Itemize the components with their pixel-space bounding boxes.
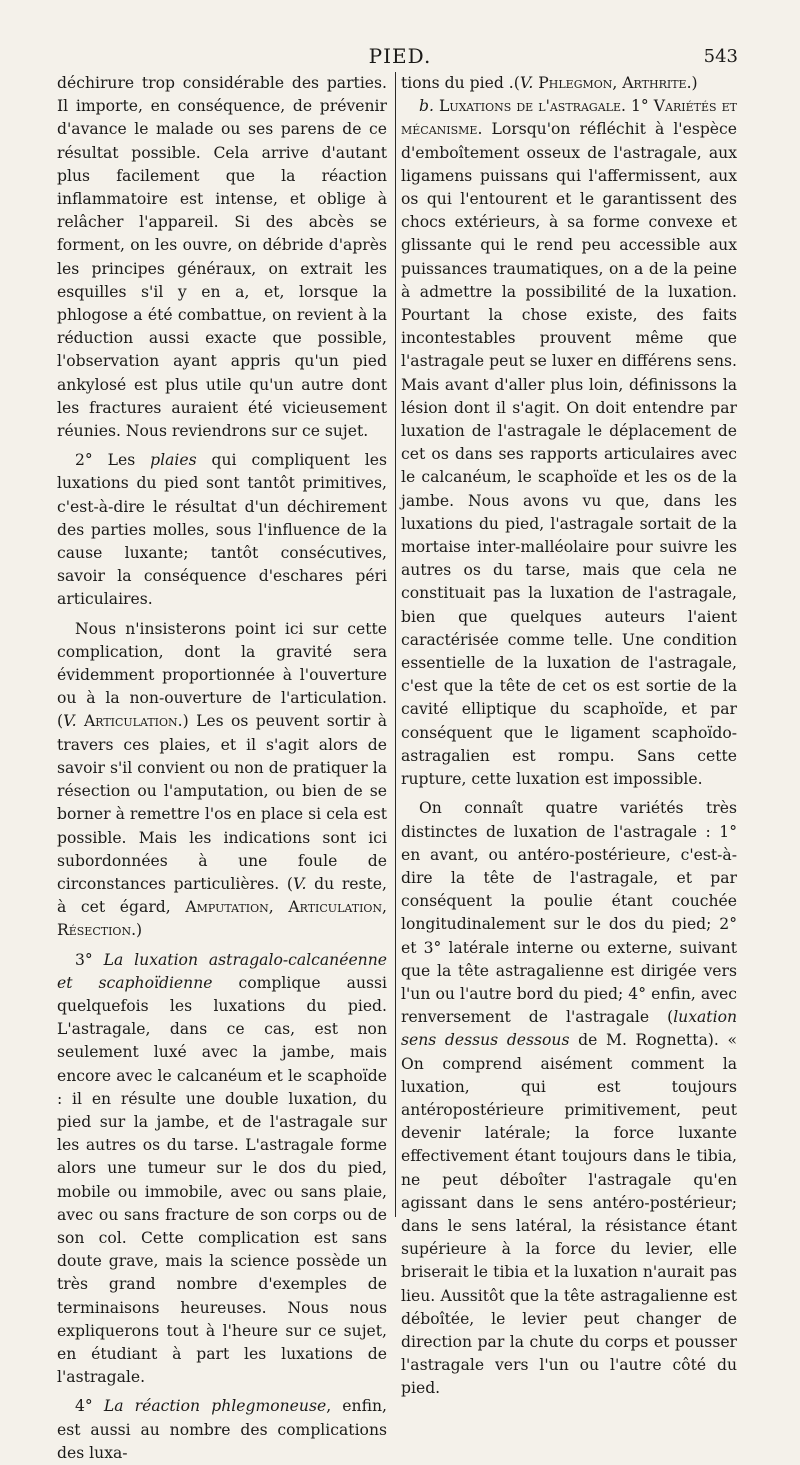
- subsection-heading: Variétés et mécanisme.: [401, 97, 737, 139]
- right-column: [401, 72, 737, 1401]
- paragraph-text: ): [691, 74, 698, 92]
- paragraph-text: de M. Rognetta). « On comprend aisément comment la luxation, qui est toujours antéropostérieure primitivement, peut devenir latérale; la force luxante effectivement étant toujours dans le tibia, ne peut déboîter l'astragale qu'en agissant dans le sens antéro-postérieur; dans le sens latéral, la résistance étant supérieure à la force du levier, elle briserait le tibia et la luxation n'aurait pas lieu. Aussitôt que la tête astragalienne est déboîtée, le levier peut changer de direction par la chute du corps et pousser l'astragale vers l'un ou l'autre côté du pied.: [401, 1031, 737, 1398]
- cross-reference: Amputation, Articulation, Résection.: [57, 898, 388, 940]
- section-heading: Luxations de l'astragale.: [433, 97, 626, 116]
- paragraph-text: On connaît quatre variétés très distinctes de luxation de l'astragale : 1° en avant, ou antéro-postérieure, c'est-à-dire la tête de l'astragale, et par conséquent la poulie étant couchée longitudinalement sur le dos du pied; 2° et 3° latérale interne ou externe, suivant que la tête astragalienne est dirigée vers l'un ou l'autre bord du pied; 4° enfin, avec renversement de l'astragale (: [401, 799, 737, 1027]
- paragraph-reaction-phlegmoneuse: [57, 1395, 387, 1465]
- item-number: 3°: [75, 950, 104, 969]
- paragraph-phlegmon-ref: [401, 72, 737, 95]
- paragraph-text: ): [136, 921, 143, 940]
- paragraph-text: ) Les os peuvent sortir à travers ces plaies, et il s'agit alors de savoir s'il convient ou non de pratiquer la résection ou l'amputation, ou bien de se borner à remettre l'os en place si cela est possible. Mais les indications sont ici subordonnées à une foule de circonstances particulières. (: [57, 712, 388, 893]
- cross-reference: Phlegmon, Arthrite.: [533, 74, 692, 92]
- paragraph-luxations-astragale: [401, 95, 737, 791]
- item-number: 4°: [75, 1397, 104, 1416]
- left-column: [57, 72, 387, 1465]
- paragraph-plaies: [57, 449, 387, 611]
- paragraph-text: du reste, à cet égard,: [57, 874, 387, 917]
- emphasis-term: plaies: [150, 451, 197, 470]
- see-abbrev: V.: [519, 74, 534, 92]
- see-abbrev: V.: [292, 874, 307, 893]
- paragraph-text: Lorsqu'on réfléchit à l'espèce d'emboîtement osseux de l'astragale, aux ligamens puissans qui l'affermissent, aux os qui l'entourent et le garantissent des chocs extérieurs, à sa forme convexe et glissante qui le rend peu accessible aux puissances traumatiques, on a de la peine à admettre la possibilité de la luxation. Pourtant la chose existe, des faits incontestables prouvent même que l'astragale peut se luxer en différens sens. Mais avant d'aller plus loin, définissons la lésion dont il s'agit. On doit entendre par luxation de l'astragale le déplacement de cet os dans ses rapports articulaires avec le calcanéum, le scaphoïde et les os de la jambe. Nous avons vu que, dans les luxations du pied, l'astragale sortait de la mortaise inter-malléolaire pour suivre les autres os du tarse, mais que cela ne constituait pas la luxation de l'astragale, bien que quelques auteurs l'aient caractérisée comme telle. Une condition essentielle de la luxation de l'astragale, c'est que la tête de cet os est sortie de la cavité elliptique du scaphoïde, et par conséquent que le ligament scaphoïdo-astragalien est rompu. Sans cette rupture, cette luxation est impossible.: [401, 120, 737, 789]
- paragraph-text: qui compliquent les luxations du pied sont tantôt primitives, c'est-à-dire le résultat d'un déchirement des parties molles, sous l'influence de la cause luxante; tantôt consécutives, savoir la conséquence d'eschares péri articulaires.: [57, 451, 387, 609]
- page-number: 543: [703, 46, 738, 67]
- paragraph-varietes: [401, 797, 737, 1400]
- column-divider: [395, 72, 396, 1217]
- paragraph-text: , enfin, est aussi au nombre des complications des luxa-: [57, 1397, 387, 1462]
- paragraph-text: déchirure trop considérable des parties. Il importe, en conséquence, de prévenir d'avance le malade ou ses parens de ce résultat possible. Cela arrive d'autant plus facilement que la réaction inflammatoire est intense, et oblige à relâcher l'appareil. Si des abcès se forment, on les ouvre, on débride d'après les principes généraux, on extrait les esquilles s'il y en a, et, lorsque la phlogose a été combattue, on revient à la réduction aussi exacte que possible, l'observation ayant appris qu'un pied ankylosé est plus utile qu'un autre dont les fractures auraient été vicieusement réunies. Nous reviendrons sur ce sujet.: [57, 74, 387, 441]
- paragraph-astragalo-calcaneenne: [57, 949, 387, 1390]
- emphasis-term: La luxation astragalo-calcanéenne et scaphoïdienne: [57, 950, 387, 992]
- item-number: 1°: [625, 97, 654, 116]
- emphasis-term: La réaction phlegmoneuse: [103, 1397, 327, 1416]
- paragraph-fractures-continued: [57, 72, 387, 443]
- paragraph-text: complique aussi quelquefois les luxations du pied. L'astragale, dans ce cas, est non seulement luxé avec la jambe, mais encore avec le calcanéum et le scaphoïde : il en résulte une double luxation, du pied sur la jambe, et de l'astragale sur les autres os du tarse. L'astragale forme alors une tumeur sur le dos du pied, mobile ou immobile, avec ou sans plaie, avec ou sans fracture de son corps ou de son col. Cette complication est sans doute grave, mais la science possède un très grand nombre d'exemples de terminaisons heureuses. Nous nous expliquerons tout à l'heure sur ce sujet, en étudiant à part les luxations de l'astragale.: [57, 973, 387, 1387]
- paragraph-text: tions du pied .(: [401, 74, 520, 92]
- see-abbrev: V.: [63, 712, 77, 731]
- item-number: 2° Les: [75, 451, 151, 470]
- emphasis-term: luxation sens dessus dessous: [401, 1008, 737, 1050]
- paragraph-complication: [57, 618, 387, 943]
- running-head: [0, 44, 800, 70]
- cross-reference: Articulation.: [76, 712, 183, 731]
- page-title: PIED.: [368, 44, 432, 68]
- paragraph-text: Nous n'insisterons point ici sur cette complication, dont la gravité sera évidemment proportionnée à l'ouverture ou à la non-ouverture de l'articulation. (: [57, 619, 387, 731]
- section-letter: b.: [419, 97, 434, 116]
